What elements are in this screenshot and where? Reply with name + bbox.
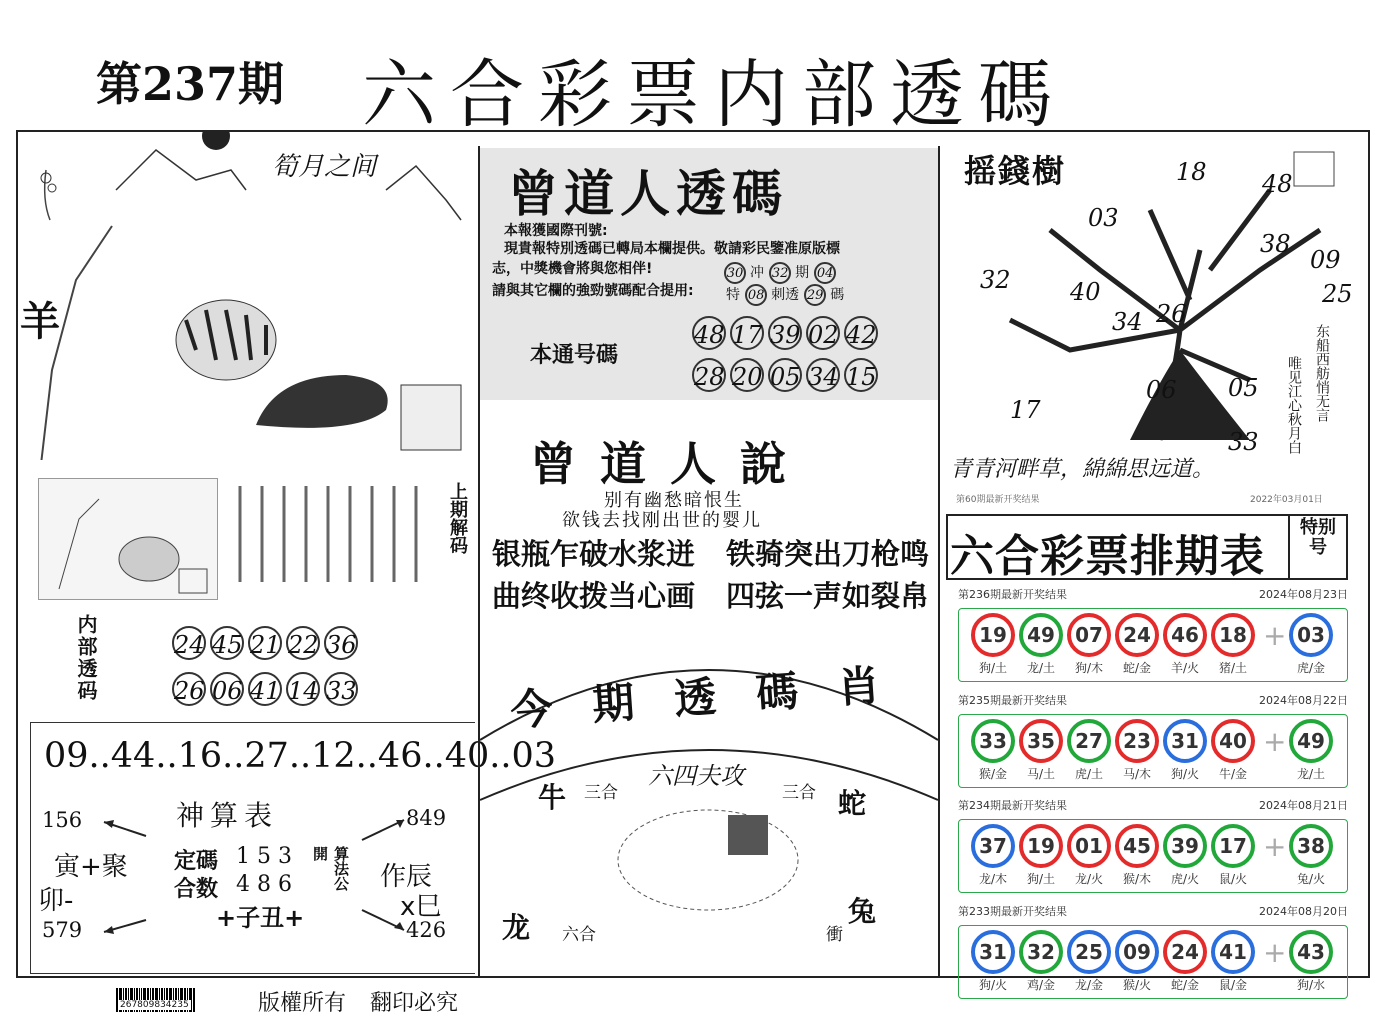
internal-number: 36 — [324, 626, 358, 660]
internal-number: 22 — [286, 626, 320, 660]
prophet-row-1 — [692, 316, 882, 350]
tiny-number: 30 — [724, 262, 746, 284]
prophet-number: 02 — [806, 316, 840, 350]
schedule-title: 六合彩票排期表 — [950, 531, 1265, 582]
internal-number: 21 — [248, 626, 282, 660]
tree-number: 05 — [1228, 374, 1259, 402]
result-card — [958, 586, 1348, 686]
zodiac-label: 羊 — [20, 298, 60, 345]
result-ball-label: 狗/火 — [978, 978, 1008, 992]
tree-tiny-left: 第60期最新开奖结果 — [956, 495, 1040, 505]
result-card — [958, 692, 1348, 792]
result-ball: 46 — [1163, 613, 1207, 657]
result-ball-label: 鼠/火 — [1218, 872, 1248, 886]
special-ball-label: 龙/土 — [1296, 767, 1326, 781]
calc-right-chars: 作辰 — [380, 862, 433, 892]
result-ball: 40 — [1211, 719, 1255, 763]
result-ball: 01 — [1067, 824, 1111, 868]
result-ball: 25 — [1067, 930, 1111, 974]
internal-number: 41 — [248, 672, 282, 706]
result-ball: 32 — [1019, 930, 1063, 974]
arc-zodiac-tu: 兔 — [848, 895, 877, 928]
notice-line-1: 本報獲國際刊號: — [504, 223, 608, 239]
result-ball: 19 — [971, 613, 1015, 657]
tree-number: 03 — [1088, 204, 1119, 232]
result-ball: 31 — [1163, 719, 1207, 763]
result-ball-label: 马/土 — [1026, 767, 1056, 781]
calc-vertical: 算法公開 — [311, 846, 350, 891]
internal-number: 24 — [172, 626, 206, 660]
result-ball-label: 龙/木 — [978, 872, 1008, 886]
result-ball-label: 猪/土 — [1218, 661, 1248, 675]
arc-zodiac-niu: 牛 — [538, 781, 567, 814]
result-ball-label: 龙/土 — [1026, 661, 1056, 675]
page-title: 六合彩票内部透碼 — [362, 52, 1066, 138]
internal-number: 06 — [210, 672, 244, 706]
tiny-number: 29 — [804, 284, 826, 306]
result-ball-label: 龙/火 — [1074, 872, 1104, 886]
tree-number: 09 — [1310, 246, 1341, 274]
tree-number: 32 — [980, 266, 1011, 294]
result-ball-label: 蛇/金 — [1122, 661, 1152, 675]
tree-footer: 青青河畔草，綿綿思远道。 — [950, 457, 1215, 482]
prophet-number: 05 — [768, 358, 802, 392]
rights-2: 翻印必究 — [370, 991, 459, 1016]
saying-line-2: 欲钱去找刚出世的婴儿 — [562, 510, 762, 531]
saying-title: 曾道人說 — [530, 437, 810, 491]
result-ball-label: 狗/土 — [978, 661, 1008, 675]
tiny-number: 08 — [745, 284, 767, 306]
result-ball-label: 鸡/金 — [1026, 978, 1056, 992]
arc-middle-text: 六四夫攻 — [648, 762, 744, 790]
result-ball-label: 龙/金 — [1074, 978, 1104, 992]
tiny-number: 04 — [814, 262, 836, 284]
last-issue-note: 上期解码 — [447, 482, 468, 554]
result-box — [958, 714, 1348, 788]
tree-tiny-right: 2022年03月01日 — [1250, 495, 1323, 505]
tiger-illustration — [156, 280, 476, 455]
result-ball: 24 — [1115, 613, 1159, 657]
result-issue: 第233期最新开奖结果 — [958, 905, 1067, 918]
result-ball: 37 — [971, 824, 1015, 868]
result-ball: 33 — [971, 719, 1015, 763]
calc-right-chars-2: x巳 — [400, 892, 442, 922]
tiny-text: 刺透 — [771, 287, 800, 303]
poem-left-1: 银瓶乍破水浆迸 — [492, 537, 696, 571]
prophet-number: 20 — [730, 358, 764, 392]
special-ball-label: 兔/火 — [1296, 872, 1326, 886]
poem-right-1: 铁骑突出刀枪鸣 — [726, 537, 930, 571]
result-issue: 第236期最新开奖结果 — [958, 588, 1067, 601]
prophet-number: 42 — [844, 316, 878, 350]
result-ball-label: 虎/土 — [1074, 767, 1104, 781]
special-ball-label: 狗/水 — [1296, 978, 1326, 992]
internal-number: 45 — [210, 626, 244, 660]
calc-row2-digits: 4 8 6 — [236, 872, 292, 897]
tiny-text: 期 — [795, 265, 810, 281]
result-ball: 23 — [1115, 719, 1159, 763]
calc-right-bottom: 426 — [406, 918, 447, 942]
prophet-number: 34 — [806, 358, 840, 392]
prophet-row-2 — [692, 358, 882, 392]
result-card — [958, 797, 1348, 897]
calc-row1-digits: 1 5 3 — [236, 844, 292, 869]
calc-arrows — [100, 810, 420, 940]
result-ball-label: 狗/土 — [1026, 872, 1056, 886]
result-ball: 18 — [1211, 613, 1255, 657]
result-header — [958, 692, 1348, 708]
result-card — [958, 903, 1348, 1003]
poem-left-2: 曲终收拨当心画 — [492, 579, 696, 613]
calc-row1-label: 定碼 — [174, 849, 219, 874]
tree-note-b: 唯见江心秋月白 — [1286, 356, 1302, 454]
plus-icon: + — [1263, 830, 1287, 863]
result-ball-label: 牛/金 — [1218, 767, 1248, 781]
result-ball-label: 狗/木 — [1074, 661, 1104, 675]
tree-number: 38 — [1260, 230, 1291, 258]
vertical-text-block — [230, 482, 430, 594]
tree-note-a: 东船西舫悄无言 — [1314, 324, 1330, 422]
arc-zodiac-long: 龙 — [502, 911, 531, 944]
thumbnail-image — [38, 478, 218, 600]
plus-icon: + — [1263, 936, 1287, 969]
calc-left-top: 156 — [42, 808, 83, 832]
tiny-text: 碼 — [830, 287, 845, 303]
prophet-number: 17 — [730, 316, 764, 350]
issue-number: 第237期 — [96, 57, 285, 111]
prophet-number: 48 — [692, 316, 726, 350]
poem-right-2: 四弦一声如裂帛 — [726, 579, 930, 613]
notice-line-2: 現貴報特別透碼已轉局本欄提供。敬請彩民鑒准原版標 — [504, 241, 840, 257]
result-ball: 17 — [1211, 824, 1255, 868]
tree-number: 40 — [1070, 278, 1101, 306]
result-ball: 27 — [1067, 719, 1111, 763]
tiny-text: 冲 — [750, 265, 764, 281]
internal-number: 33 — [324, 672, 358, 706]
result-issue: 第235期最新开奖结果 — [958, 694, 1067, 707]
tiny-row-1 — [724, 262, 840, 284]
result-date: 2024年08月23日 — [1259, 588, 1348, 601]
tree-number: 34 — [1112, 308, 1143, 336]
tiny-row-2 — [726, 284, 844, 306]
number-sequence: 09..44..16..27..12..46..40..03 — [44, 736, 557, 776]
special-ball: 03 — [1289, 613, 1333, 657]
arc-liuhe: 六合 — [562, 925, 596, 945]
tiny-text: 特 — [726, 287, 740, 303]
result-ball: 31 — [971, 930, 1015, 974]
prophet-number: 28 — [692, 358, 726, 392]
tree-number: 25 — [1322, 280, 1353, 308]
result-ball: 49 — [1019, 613, 1063, 657]
poem-title: 筍月之间 — [272, 152, 377, 182]
calc-left-bottom: 579 — [42, 918, 83, 942]
result-header — [958, 586, 1348, 602]
rights-1: 版權所有 — [258, 991, 347, 1016]
result-date: 2024年08月21日 — [1259, 799, 1348, 812]
special-ball: 38 — [1289, 824, 1333, 868]
result-ball-label: 狗/火 — [1170, 767, 1200, 781]
plus-icon: + — [1263, 619, 1287, 652]
internal-row-1 — [172, 626, 362, 660]
tiny-number: 32 — [769, 262, 791, 284]
arc-sanhe-left: 三合 — [584, 783, 618, 803]
calc-row2-label: 合数 — [174, 877, 219, 902]
calc-title: 神算表 — [176, 799, 279, 832]
tree-number: 17 — [1010, 396, 1041, 424]
prophet-number: 15 — [844, 358, 878, 392]
result-ball-label: 羊/火 — [1170, 661, 1200, 675]
tree-number: 06 — [1146, 376, 1177, 404]
tree-number: 18 — [1176, 158, 1207, 186]
result-ball-label: 虎/火 — [1170, 872, 1200, 886]
internal-row-2 — [172, 672, 362, 706]
result-ball-label: 猴/火 — [1122, 978, 1152, 992]
result-box — [958, 819, 1348, 893]
calc-bottom: +子丑+ — [216, 904, 305, 932]
prophet-title: 曾道人透碼 — [508, 164, 788, 223]
saying-line-1: 别有幽愁暗恨生 — [604, 490, 744, 511]
result-header — [958, 903, 1348, 919]
calc-right-top: 849 — [406, 806, 447, 830]
result-ball: 09 — [1115, 930, 1159, 974]
result-ball-label: 猴/木 — [1122, 872, 1152, 886]
result-ball: 45 — [1115, 824, 1159, 868]
result-ball: 19 — [1019, 824, 1063, 868]
notice-line-3: 志，中獎機會將與您相伴! — [492, 261, 653, 277]
result-ball-label: 马/木 — [1122, 767, 1152, 781]
tree-number: 26 — [1156, 300, 1187, 328]
tree-number: 48 — [1262, 170, 1293, 198]
result-box — [958, 925, 1348, 999]
arc-chong: 衝 — [826, 925, 843, 945]
internal-number: 14 — [286, 672, 320, 706]
special-ball: 49 — [1289, 719, 1333, 763]
schedule-badge: 特别号 — [1288, 516, 1346, 578]
arc-zodiac-she: 蛇 — [838, 787, 867, 820]
tree-number: 33 — [1228, 428, 1259, 456]
result-ball: 35 — [1019, 719, 1063, 763]
special-label: 本通号碼 — [530, 343, 619, 368]
barcode-number: 267809834235 — [120, 1000, 189, 1010]
prophet-number: 39 — [768, 316, 802, 350]
result-date: 2024年08月20日 — [1259, 905, 1348, 918]
result-ball-label: 猴/金 — [978, 767, 1008, 781]
result-issue: 第234期最新开奖结果 — [958, 799, 1067, 812]
internal-label: 内部透码 — [74, 614, 98, 702]
calc-left-chars-2: 卯- — [38, 886, 74, 916]
result-box — [958, 608, 1348, 682]
arc-sanhe-right: 三合 — [782, 783, 816, 803]
special-ball: 43 — [1289, 930, 1333, 974]
result-date: 2024年08月22日 — [1259, 694, 1348, 707]
result-ball-label: 蛇/金 — [1170, 978, 1200, 992]
tree-title: 摇錢樹 — [964, 152, 1067, 190]
plus-icon: + — [1263, 725, 1287, 758]
notice-line-4: 請與其它欄的強勁號碼配合提用: — [492, 283, 694, 299]
arc-title: 今期透碼肖 — [508, 657, 922, 736]
result-header — [958, 797, 1348, 813]
result-ball: 39 — [1163, 824, 1207, 868]
result-ball: 07 — [1067, 613, 1111, 657]
result-ball-label: 鼠/金 — [1218, 978, 1248, 992]
special-ball-label: 虎/金 — [1296, 661, 1326, 675]
result-ball: 41 — [1211, 930, 1255, 974]
internal-number: 26 — [172, 672, 206, 706]
calc-left-chars: 寅+聚 — [54, 852, 128, 882]
result-ball: 24 — [1163, 930, 1207, 974]
